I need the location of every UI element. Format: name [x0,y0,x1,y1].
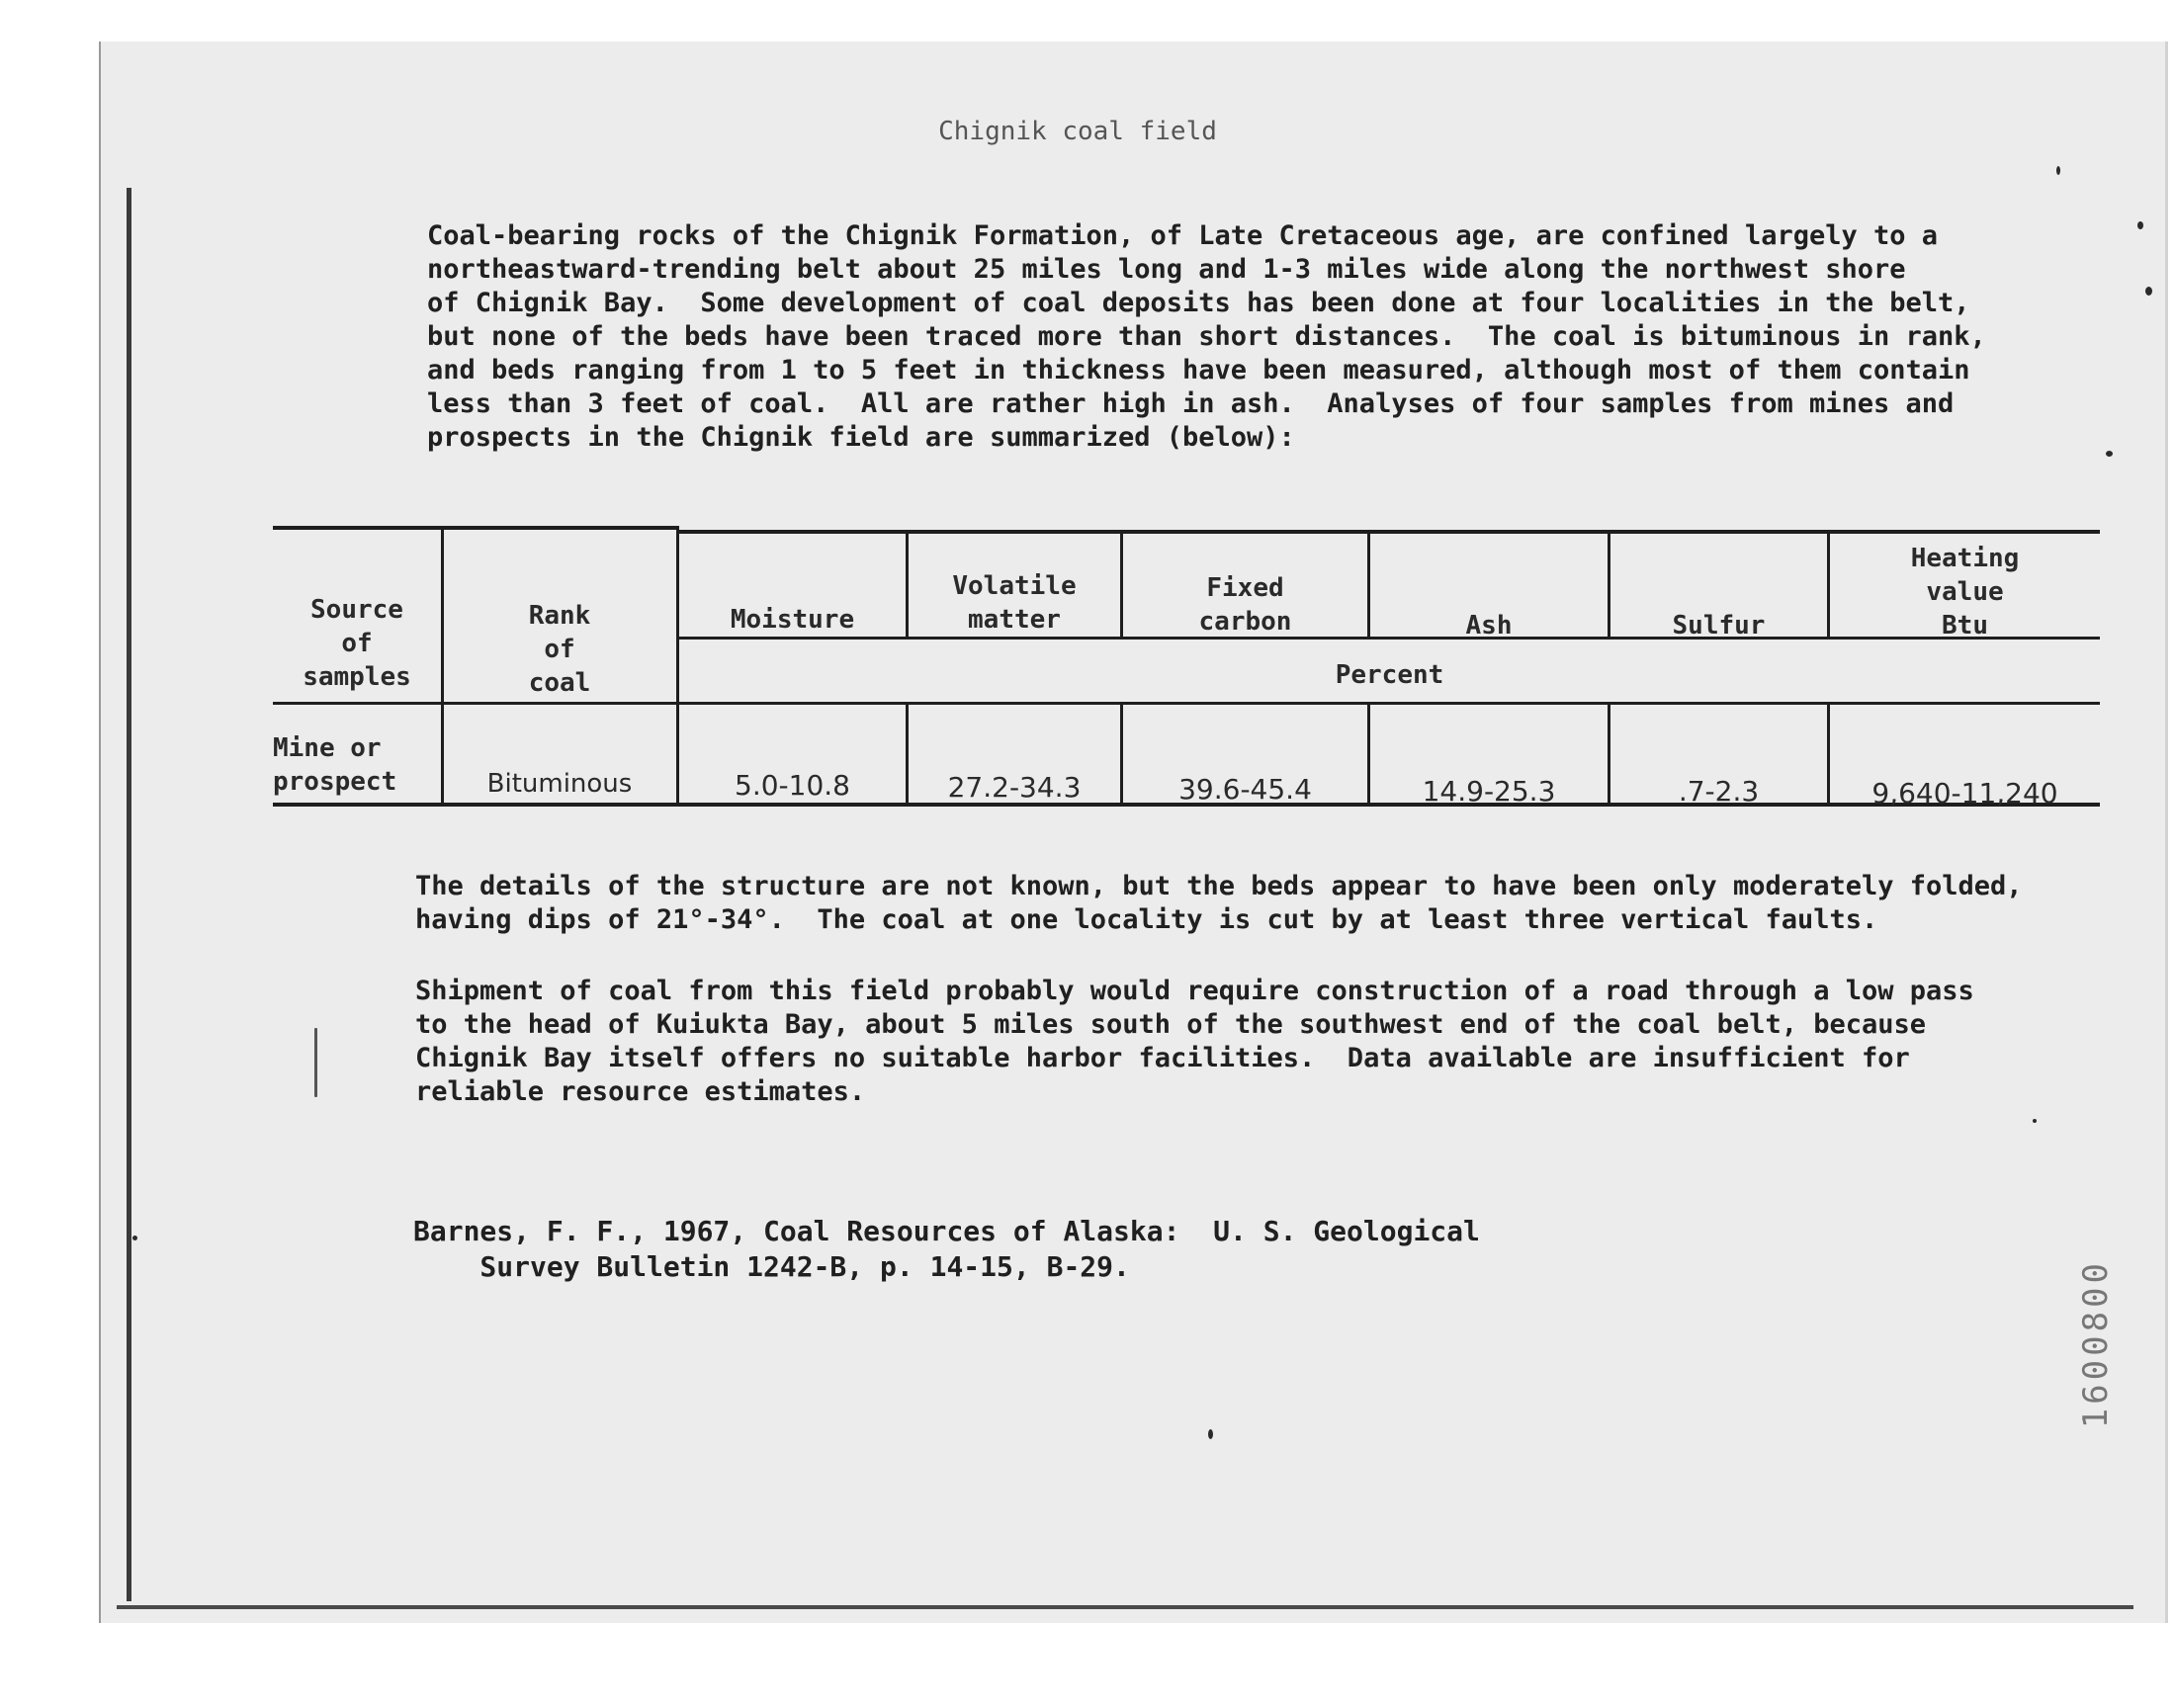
scan-mark [314,1028,317,1097]
structure-line: The details of the structure are not known, but the beds appear to have been only moderately folded, [415,871,2023,901]
header-volatile-matter: Volatile matter [952,571,1077,635]
intro-line: Coal-bearing rocks of the Chignik Formation, of Late Cretaceous age, are confined largely to a [427,220,1939,251]
structure-line: having dips of 21°-34°. The coal at one locality is cut by at least three vertical faults. [415,904,1878,935]
scan-speck [2056,166,2060,175]
scan-speck [2137,221,2143,229]
shipment-line: reliable resource estimates. [415,1076,866,1107]
scan-speck [2033,1119,2037,1123]
header-heating-value: Heating value Btu [1910,544,2020,640]
header-percent: Percent [1335,660,1444,690]
scan-speck [2106,451,2113,457]
shipment-line: Shipment of coal from this field probably would require construction of a road through a low pass [415,976,1974,1006]
reference-citation [413,1214,1480,1285]
header-moisture: Moisture [730,605,855,635]
table-top-rule [273,526,678,530]
intro-line: prospects in the Chignik field are summarized (below): [427,422,1295,453]
coal-analysis-table [273,524,2100,820]
intro-line: of Chignik Bay. Some development of coal deposits has been done at four localities in the belt, [427,288,1970,318]
table-top-rule [678,530,2100,534]
header-ash: Ash [1465,611,1513,640]
shipment-line: to the head of Kuiukta Bay, about 5 miles south of the southwest end of the coal belt, because [415,1009,1927,1040]
scan-speck [1208,1429,1213,1439]
intro-line: less than 3 feet of coal. All are rather high in ash. Analyses of four samples from mines and [427,388,1955,419]
cell-sulfur: .7-2.3 [1678,775,1760,808]
cell-fixed-carbon: 39.6-45.4 [1178,773,1312,806]
reference-line: Barnes, F. F., 1967, Coal Resources of Alaska: U. S. Geological [413,1215,1480,1247]
intro-line: northeastward-trending belt about 25 miles long and 1-3 miles wide along the northwest shore [427,254,1906,285]
cell-source: Mine or prospect [273,733,397,797]
header-sulfur: Sulfur [1672,611,1766,640]
header-fixed-carbon: Fixed carbon [1198,573,1292,637]
shipment-line: Chignik Bay itself offers no suitable harbor facilities. Data available are insufficient for [415,1043,1910,1073]
scan-speck [2145,287,2152,296]
intro-line: but none of the beds have been traced more than short distances. The coal is bituminous in rank, [427,321,1986,352]
page-title: Chignik coal field [938,117,1217,146]
intro-paragraph [427,219,1986,455]
cell-volatile-matter: 27.2-34.3 [947,771,1082,804]
header-bottom-rule [273,702,2100,705]
shipment-paragraph [415,975,1974,1109]
scan-bottom-edge [117,1605,2133,1609]
scan-left-edge [127,188,131,1601]
cell-ash: 14.9-25.3 [1422,775,1556,808]
header-source: Source of samples [303,595,411,692]
reference-line: Survey Bulletin 1242-B, p. 14-15, B-29. [413,1250,1130,1283]
scan-speck [132,1236,137,1240]
file-number-stamp: 1600800 [2076,1259,2116,1429]
scan-right-edge [2165,42,2168,1623]
cell-moisture: 5.0-10.8 [735,769,850,802]
cell-rank: Bituminous [486,769,633,799]
header-rank: Rank of coal [528,601,591,698]
structure-paragraph [415,870,2023,937]
intro-line: and beds ranging from 1 to 5 feet in thickness have been measured, although most of them contain [427,355,1970,385]
cell-heating-value: 9,640-11,240 [1871,777,2058,810]
